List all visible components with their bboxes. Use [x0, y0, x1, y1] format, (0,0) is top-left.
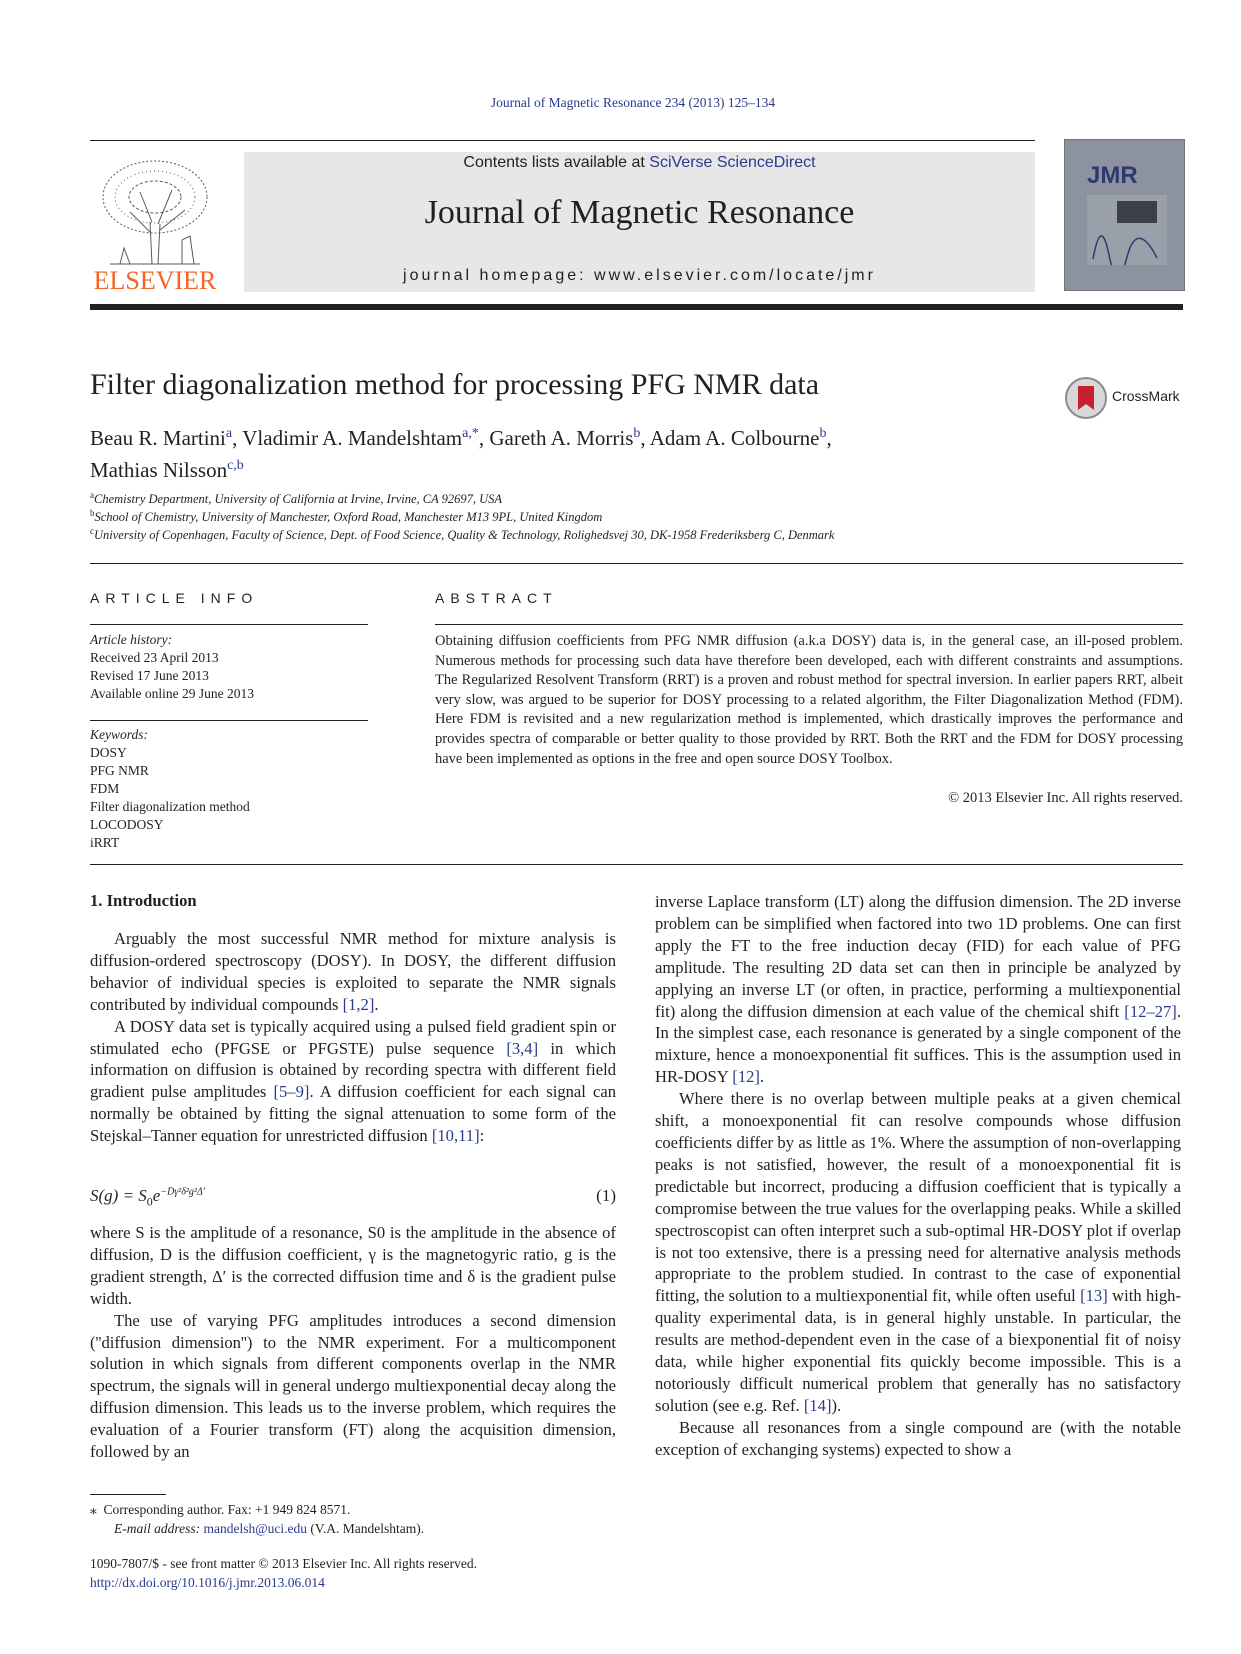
paragraph-text: in which information on diffusion is obtained by recording spectra with different field gradient pulse amplitudes — [90, 1038, 616, 1102]
author-name[interactable]: Beau R. Martini — [90, 426, 226, 450]
abstract-heading: ABSTRACT — [435, 590, 558, 606]
journal-cover-image — [1064, 139, 1185, 291]
paragraph: Arguably the most successful NMR method for mixture analysis is diffusion-ordered spectroscopy (DOSY). In DOSY, the different diffusion behavior of individual species is exploited to separate the NMR signals contributed by individual compounds [1,2]. — [90, 929, 616, 1014]
keyword: LOCODOSY — [90, 817, 164, 832]
keywords-block — [90, 726, 250, 852]
cover-plot-icon — [1087, 195, 1167, 265]
affiliation-a — [90, 490, 502, 507]
author-name[interactable]: Mathias Nilsson — [90, 458, 228, 482]
affiliation-c — [90, 526, 834, 543]
revised-date: Revised 17 June 2013 — [90, 668, 209, 683]
paragraph: The use of varying PFG amplitudes introduces a second dimension (''diffusion dimension'') to the NMR experiment. For a multicomponent solution in which signals from different components overlap in the NMR spectrum, the signals will in general undergo multiexponential decay along the diffusion dimension. This leads us to the inverse problem, which requires the evaluation of a Fourier transform (FT) along the acquisition dimension, followed by an — [90, 1310, 616, 1462]
abstract-copyright: © 2013 Elsevier Inc. All rights reserved. — [948, 790, 1183, 806]
paragraph-text: . In the simplest case, each resonance is generated by a single component of the mixture, hence a monoexponential fit suffices. This is the assumption used in HR-DOSY — [655, 1001, 1181, 1087]
header-thick-rule — [90, 304, 1183, 310]
equation-lhs: S(g) = S — [90, 1186, 147, 1205]
paragraph-text: inverse Laplace transform (LT) along the diffusion dimension. The 2D inverse problem can be simplified when factored into two 1D problems. One can first apply the FT to the free induction decay (FID) for each value of PFG amplitude. The resulting 2D data set can then in principle be analyzed by applying an inverse LT (or often, in practice, performing a multiexponential fit) along the diffusion dimension at each value of the chemical shift — [655, 892, 1181, 1021]
email-note — [90, 1519, 424, 1538]
paragraph-text: with high-quality experimental data, is in general highly unstable. In particular, the results are method-dependent even in the case of a biexponential fit of noisy data, while higher exponential fits quickly become impossible. This is a notoriously difficult numerical problem that generally has no satisfactory solution (see e.g. Ref. — [655, 1286, 1181, 1415]
footnote-rule — [90, 1494, 166, 1495]
equation-subscript: 0 — [146, 1194, 153, 1209]
body-left-column-top — [90, 928, 616, 1147]
section-heading-introduction: 1. Introduction — [90, 891, 197, 910]
issn-line: 1090-7807/$ - see front matter © 2013 Elsevier Inc. All rights reserved. — [90, 1556, 478, 1571]
paragraph-text: Arguably the most successful NMR method for mixture analysis is diffusion-ordered spectroscopy (DOSY). In DOSY, the different diffusion behavior of individual species is exploited to separate the NMR signals contributed by individual compounds — [90, 929, 616, 1014]
journal-reference[interactable]: Journal of Magnetic Resonance 234 (2013) 125–134 — [490, 95, 776, 110]
history-label: Article history: — [90, 632, 173, 647]
paragraph-text: . A diffusion coefficient for each signal can normally be obtained by fitting the signal attenuation to some form of the Stejskal–Tanner equation for unrestricted diffusion — [90, 1082, 617, 1146]
paragraph: inverse Laplace transform (LT) along the diffusion dimension. The 2D inverse problem can be simplified when factored into two 1D problems. One can first apply the FT to the free induction decay (FID) for each value of PFG amplitude. The resulting 2D data set can then in principle be analyzed by applying an inverse LT (or often, in practice, performing a multiexponential fit) along the diffusion dimension at each value of the chemical shift [12–27]. In the simplest case, each resonance is generated by a single component of the mixture, hence a monoexponential fit suffices. This is the assumption used in HR-DOSY [12]. — [655, 892, 1181, 1087]
keyword: FDM — [90, 781, 120, 796]
abstract-text: Obtaining diffusion coefficients from PFG NMR diffusion (a.k.a DOSY) data is, in the general case, an ill-posed problem. Numerous methods for processing such data have therefore been developed, each with different constraints and assumptions. The Regularized Resolvent Transform (RRT) is a proven and robust method for spectral inversion. In earlier papers RRT, albeit very slow, was argued to be superior for DOSY processing to a related algorithm, the Filter Diagonalization Method (FDM). Here FDM is revisited and a new regularization method is implemented, which drastically improves the performance and provides spectra of comparable or better quality to those provided by RRT. Both the RRT and the FDM for DOSY processing have been implemented as options in the free and open source DOSY Toolbox. — [435, 633, 1183, 767]
keywords-label: Keywords: — [90, 727, 148, 742]
paragraph: Where there is no overlap between multiple peaks at a given chemical shift, a monoexponential fit can resolve compounds whose diffusion coefficients differ by as little as 1%. Where the assumption of non-overlapping peaks is not satisfied, however, the result of a monoexponential fit is predictable but incorrect, producing a diffusion coefficient that is typically a compromise between the true values for the overlapping peaks. While a skilled spectroscopist can often interpret such a sub-optimal HR-DOSY plot if overlap is not too extensive, there is a pressing need for alternative analysis methods appropriate to the problem studied. In contrast to the case of exponential fitting, the solution to a multiexponential fit, while often useful [13] with high-quality experimental data, is in general highly unstable. In particular, the results are method-dependent even in the case of a biexponential fit of noisy data, while higher exponential fits quickly become impossible. This is a notoriously difficult numerical problem that generally has no satisfactory solution (see e.g. Ref. [14]). — [655, 1089, 1181, 1415]
elsevier-wordmark: ELSEVIER — [93, 266, 217, 295]
abstract-rule — [435, 624, 1183, 625]
received-date: Received 23 April 2013 — [90, 650, 219, 665]
citation-link[interactable]: [5–9] — [273, 1082, 310, 1102]
crossmark-badge[interactable] — [1064, 376, 1184, 420]
article-title: Filter diagonalization method for processing PFG NMR data — [90, 368, 820, 401]
footnote — [90, 1500, 424, 1538]
keyword: iRRT — [90, 835, 120, 850]
contents-line — [244, 154, 1035, 172]
journal-title: Journal of Magnetic Resonance — [424, 194, 855, 231]
author-name[interactable]: Vladimir A. Mandelshtam — [242, 426, 463, 450]
affiliation-mark: c — [90, 526, 94, 536]
citation-link[interactable]: [13] — [1080, 1286, 1108, 1306]
body-left-column-bottom — [90, 1222, 616, 1463]
equation-e: e — [152, 1186, 161, 1205]
keyword: Filter diagonalization method — [90, 799, 250, 814]
citation-link[interactable]: [14] — [803, 1395, 832, 1415]
top-rule — [90, 140, 1035, 141]
paragraph: A DOSY data set is typically acquired using a pulsed field gradient spin or stimulated echo (PFGSE or PFGSTE) pulse sequence [3,4] in which information on diffusion is obtained by recording spectra with different field gradient pulse amplitudes [5–9]. A diffusion coefficient for each signal can normally be obtained by fitting the signal attenuation to some form of the Stejskal–Tanner equation for unrestricted diffusion [10,11]: — [90, 1016, 617, 1146]
author-affiliation-mark[interactable]: b — [819, 426, 827, 441]
citation-link[interactable]: [1,2] — [342, 994, 375, 1014]
keyword: PFG NMR — [90, 763, 149, 778]
citation-link[interactable]: [12–27] — [1124, 1001, 1177, 1021]
abstract-bottom-rule — [90, 864, 1183, 865]
affiliation-mark: a — [90, 490, 94, 500]
info-rule — [90, 624, 368, 625]
sciencedirect-link[interactable]: SciVerse ScienceDirect — [649, 154, 816, 171]
author-affiliation-mark[interactable]: b — [633, 426, 641, 441]
equation-number: (1) — [596, 1186, 616, 1205]
article-history — [90, 631, 254, 703]
article-info-heading: ARTICLE INFO — [90, 590, 259, 606]
author-list: Beau R. Martini$^a$, Vladimir A. Mandelshtam$^{a,*}$, Gareth A. Morris$^b$, Adam A. Colbourne$^b$, Mathias Nilsson$^{c,b}$ — [90, 426, 832, 482]
cover-title: JMR — [1087, 162, 1138, 189]
citation-link[interactable]: [12] — [732, 1067, 760, 1087]
affiliation-text: Chemistry Department, University of California at Irvine, Irvine, CA 92697, USA — [94, 492, 503, 507]
affiliation-text: School of Chemistry, University of Manchester, Oxford Road, Manchester M13 9PL, United Kingdom — [94, 510, 603, 525]
page-footer — [90, 1554, 477, 1592]
online-date: Available online 29 June 2013 — [90, 686, 254, 701]
doi-link[interactable]: http://dx.doi.org/10.1016/j.jmr.2013.06.014 — [90, 1575, 325, 1590]
affiliation-rule — [90, 563, 1183, 564]
equation-exponent: −Dγ²δ²g²Δ′ — [160, 1186, 205, 1198]
footnote-text: Corresponding author. Fax: +1 949 824 8571. — [103, 1502, 351, 1517]
citation-link[interactable]: [10,11] — [431, 1126, 480, 1146]
equation-1 — [90, 1186, 616, 1209]
email-label: E-mail address: — [114, 1521, 204, 1536]
journal-homepage[interactable]: journal homepage: www.elsevier.com/locate/jmr — [403, 267, 876, 284]
citation-link[interactable]: [3,4] — [506, 1038, 539, 1058]
corresponding-author-note — [90, 1500, 424, 1519]
crossmark-label: CrossMark — [1112, 388, 1180, 404]
affiliation-text: University of Copenhagen, Faculty of Science, Dept. of Food Science, Quality & Technology, Rolighedsvej 30, DK-1958 Frederiksberg C, Denmark — [94, 528, 835, 543]
footnote-star: ⁎ — [90, 1502, 97, 1517]
keywords-rule — [90, 720, 368, 721]
author-name[interactable]: Adam A. Colbourne — [649, 426, 820, 450]
paragraph-text: Where there is no overlap between multiple peaks at a given chemical shift, a monoexponential fit can resolve compounds whose diffusion coefficients differ by as little as 1%. Where the assumption of non-overlapping peaks is not satisfied, however, the result of a monoexponential fit is predictable but incorrect, producing a diffusion coefficient that is typically a compromise between the true values for the overlapping peaks. While a skilled spectroscopist can often interpret such a sub-optimal HR-DOSY plot if overlap is not too extensive, there is a pressing need for alternative analysis methods appropriate to the problem studied. In contrast to the case of exponential fitting, the solution to a multiexponential fit, while often useful — [655, 1089, 1181, 1306]
crossmark-icon — [1064, 376, 1108, 420]
contents-prefix: Contents lists available at — [463, 154, 650, 171]
keyword: DOSY — [90, 745, 127, 760]
affiliation-mark: b — [90, 508, 95, 518]
author-affiliation-mark[interactable]: c,b — [227, 458, 244, 473]
author-affiliation-mark[interactable]: a — [225, 426, 233, 441]
author-affiliation-mark[interactable]: a,* — [462, 426, 479, 441]
email-owner: (V.A. Mandelshtam). — [307, 1521, 425, 1536]
affiliation-b — [90, 508, 602, 525]
journal-header-box — [244, 152, 1035, 292]
email-link[interactable]: mandelsh@uci.edu — [203, 1521, 308, 1536]
body-right-column — [655, 891, 1181, 1461]
paragraph: Because all resonances from a single compound are (with the notable exception of exchanging systems) expected to show a — [655, 1417, 1181, 1459]
paragraph: where S is the amplitude of a resonance, S0 is the amplitude in the absence of diffusion, D is the diffusion coefficient, γ is the magnetogyric ratio, g is the gradient strength, Δ′ is the corrected diffusion time and δ is the gradient pulse width. — [90, 1223, 616, 1308]
author-name[interactable]: Gareth A. Morris — [489, 426, 634, 450]
paragraph-text: A DOSY data set is typically acquired using a pulsed field gradient spin or stimulated echo (PFGSE or PFGSTE) pulse sequence — [90, 1016, 616, 1058]
